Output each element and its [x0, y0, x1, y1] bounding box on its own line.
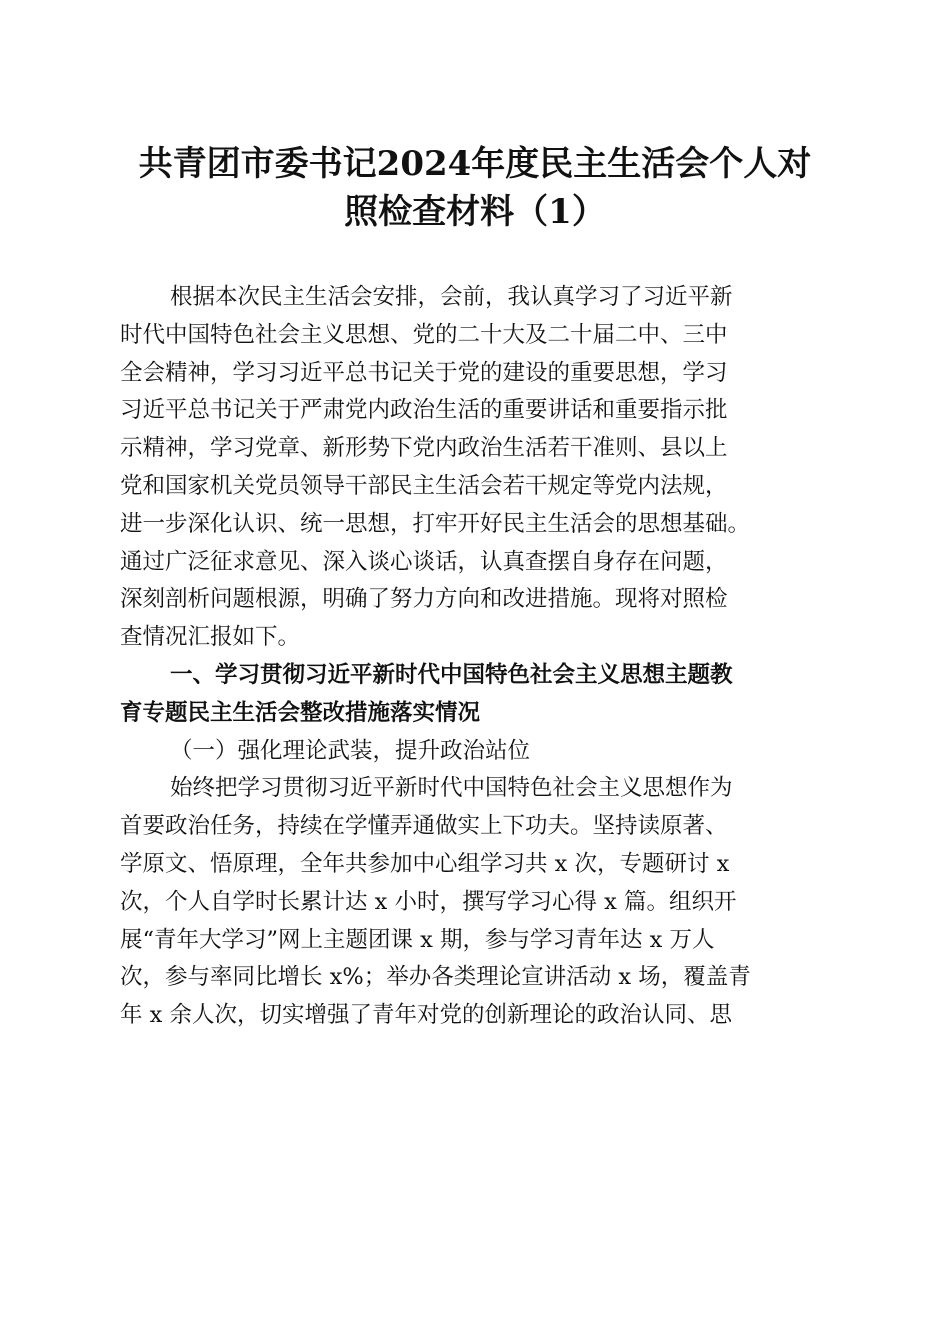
subsection-1-heading: （一）强化理论武装，提升政治站位: [170, 737, 531, 764]
paragraph-line: 深刻剖析问题根源，明确了努力方向和改进措施。现将对照检: [120, 586, 728, 613]
section-1-heading: [120, 657, 830, 733]
paragraph-line: 进一步深化认识、统一思想，打牢开好民主生活会的思想基础。: [120, 510, 751, 537]
section-heading-line: 一、学习贯彻习近平新时代中国特色社会主义思想主题教: [170, 661, 733, 688]
paragraph-line: 全会精神，学习习近平总书记关于党的建设的重要思想，学习: [120, 359, 728, 386]
section-heading-line: 育专题民主生活会整改措施落实情况: [120, 699, 481, 726]
paragraph-line: 时代中国特色社会主义思想、党的二十大及二十届二中、三中: [120, 321, 728, 348]
paragraph-line: 根据本次民主生活会安排，会前，我认真学习了习近平新: [170, 284, 733, 310]
paragraph-line: 次，参与率同比增长 x%；举办各类理论宣讲活动 x 场，覆盖青: [120, 964, 751, 991]
intro-paragraph: [120, 279, 830, 657]
paragraph-line: 首要政治任务，持续在学懂弄通做实上下功夫。坚持读原著、: [120, 813, 728, 840]
paragraph-line: 次，个人自学时长累计达 x 小时，撰写学习心得 x 篇。组织开: [120, 888, 737, 915]
title-line: 共青团市委书记2024年度民主生活会个人对: [138, 144, 812, 184]
paragraph-line: 通过广泛征求意见、深入谈心谈话，认真查摆自身存在问题，: [120, 548, 728, 575]
paragraph-line: 查情况汇报如下。: [120, 624, 301, 651]
document-title: [95, 140, 855, 236]
title-line: 照检查材料（1）: [344, 192, 606, 232]
paragraph-line: 展“青年大学习”网上主题团课 x 期，参与学习青年达 x 万人: [120, 926, 715, 953]
document-body: [120, 279, 830, 1035]
paragraph-line: 示精神，学习党章、新形势下党内政治生活若干准则、县以上: [120, 435, 728, 462]
paragraph-line: 学原文、悟原理，全年共参加中心组学习共 x 次，专题研讨 x: [120, 850, 730, 877]
paragraph-line: 习近平总书记关于严肃党内政治生活的重要讲话和重要指示批: [120, 397, 728, 424]
subsection-1-paragraph: [120, 770, 830, 1035]
paragraph-line: 党和国家机关党员领导干部民主生活会若干规定等党内法规，: [120, 472, 728, 499]
paragraph-line: 始终把学习贯彻习近平新时代中国特色社会主义思想作为: [170, 775, 733, 802]
paragraph-line: 年 x 余人次，切实增强了青年对党的创新理论的政治认同、思: [120, 1002, 732, 1029]
